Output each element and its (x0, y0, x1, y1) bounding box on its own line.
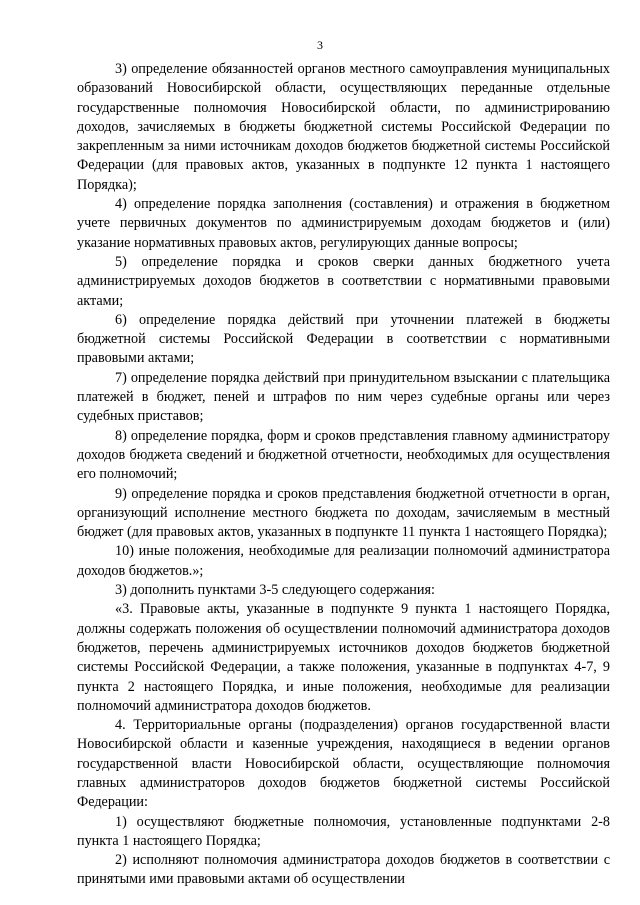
document-body (77, 60, 610, 890)
paragraph-item-5: 5) определение порядка и сроков сверки данных бюджетного учета администрируемых доходов бюджетов в соответствии с нормативными правовыми актами; (77, 253, 610, 309)
clause-4-item-2: 2) исполняют полномочия администратора доходов бюджетов в соответствии с принятыми ими правовыми актами об осуществлении (77, 852, 610, 888)
clause-4: 4. Территориальные органы (подразделения) органов государственной власти Новосибирской области и казенные учреждения, находящиеся в ведении органов государственной власти Новосибирской области, осуществляющие полномочия главных администраторов доходов бюджетов бюджетной системы Российской Федерации: (77, 717, 610, 811)
paragraph-item-9: 9) определение порядка и сроков представления бюджетной отчетности в орган, организующий исполнение местного бюджета по доходам, зачисляемым в местный бюджет (для правовых актов, указанных в подпункте 11 пункта 1 настоящего Порядка); (77, 485, 610, 541)
paragraph-item-3: 3) определение обязанностей органов местного самоуправления муниципальных образований Новосибирской области, осуществляющих переданные отдельные государственные полномочия Новосибирской области, по администрированию доходов, зачисляемых в бюджеты бюджетной системы Российской Федерации по закрепленным за ними источникам доходов бюджетов бюджетной системы Российской Федерации (для правовых актов, указанных в подпункте 12 пункта 1 настоящего Порядка); (77, 61, 610, 193)
paragraph-item-10: 10) иные положения, необходимые для реализации полномочий администратора доходов бюджетов.»; (77, 543, 610, 579)
paragraph-item-7: 7) определение порядка действий при принудительном взыскании с плательщика платежей в бюджет, пеней и штрафов по ним через судебные органы или через судебных приставов; (77, 369, 610, 425)
paragraph-item-4: 4) определение порядка заполнения (составления) и отражения в бюджетном учете первичных документов по администрируемым доходам бюджетов и (или) указание нормативных правовых актов, регулирующих данные вопросы; (77, 196, 610, 251)
paragraph-item-6: 6) определение порядка действий при уточнении платежей в бюджеты бюджетной системы Российской Федерации в соответствии с нормативными правовыми актами; (77, 311, 610, 367)
clause-3: «3. Правовые акты, указанные в подпункте 9 пункта 1 настоящего Порядка, должны содержать положения об осуществлении полномочий администратора доходов бюджетов, перечень администрируемых источников доходов бюджетов бюджетной системы Российской Федерации, а также положения, указанные в подпунктах 4-7, 9 пункта 2 настоящего Порядка, и иные положения, необходимые для реализации полномочий администратора доходов бюджетов. (77, 601, 610, 714)
paragraph-item-8: 8) определение порядка, форм и сроков представления главному администратору доходов бюджета сведений и бюджетной отчетности, необходимых для осуществления его полномочий; (77, 427, 610, 483)
page-number: 3 (317, 38, 323, 52)
amendment-intro: 3) дополнить пунктами 3-5 следующего содержания: (115, 582, 435, 599)
clause-4-item-1: 1) осуществляют бюджетные полномочия, установленные подпунктами 2-8 пункта 1 настоящего Порядка; (77, 813, 610, 849)
